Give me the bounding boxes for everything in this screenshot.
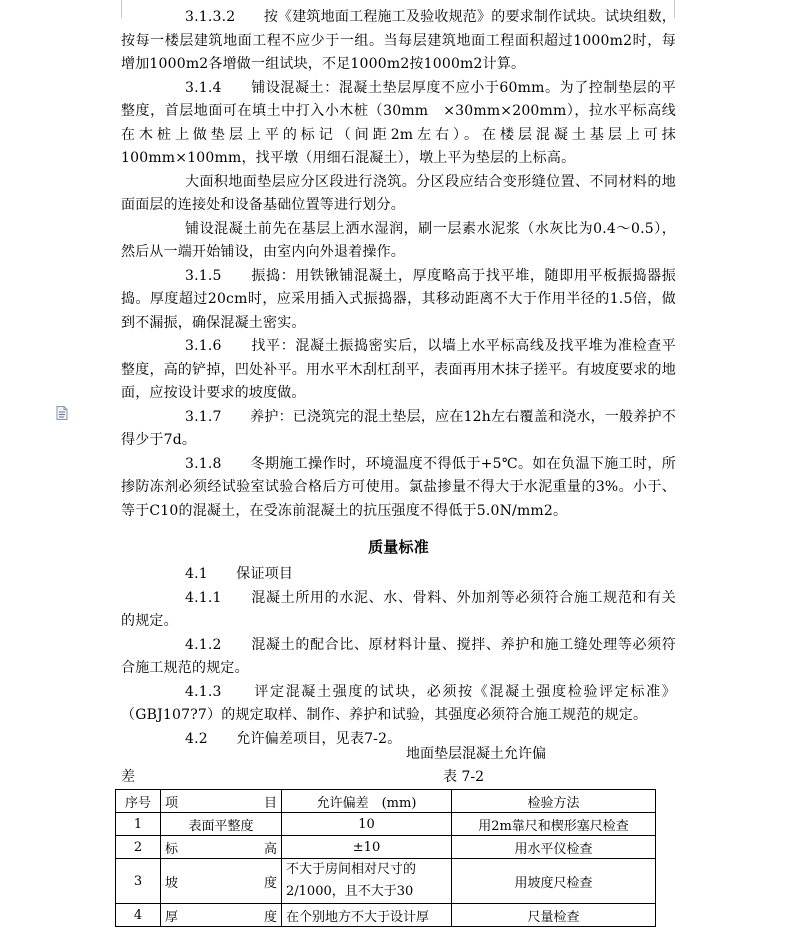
row-method: 用2m靠尺和楔形塞尺检查	[452, 813, 656, 836]
table-caption-number: 表 7-2	[443, 769, 484, 785]
row-tolerance: 在个别地方不大于设计厚	[282, 904, 452, 927]
row-item-right: 高	[263, 841, 277, 857]
paragraph-3-1-6: 3.1.6 找平：混凝土振捣密实后，以墙上水平标高线及找平堆为准检查平整度，高的铲掉，凹处补平。用水平木刮杠刮平，表面再用木抹子搓平。有坡度要求的地面，应按设计要求的坡度做。	[121, 338, 676, 401]
row-no: 1	[116, 813, 161, 836]
row-item	[161, 813, 282, 836]
row-item-left: 厚	[165, 909, 179, 925]
row-method: 用坡度尺检查	[452, 859, 656, 904]
tolerance-table	[115, 789, 656, 927]
paragraph-4-1-3: 4.1.3 评定混凝土强度的试块，必须按《混凝土强度检验评定标准》（GBJ107?7）的规定取样、制作、养护和试验，其强度必须符合施工规范的规定。	[121, 683, 676, 723]
row-tolerance: ±10	[282, 836, 452, 859]
table-caption-title-cont: 差	[121, 769, 135, 785]
row-method: 用水平仪检查	[452, 836, 656, 859]
document-note-icon[interactable]	[56, 405, 68, 419]
paragraph-4-1: 4.1 保证项目	[185, 566, 294, 582]
row-method: 尺量检查	[452, 904, 656, 927]
paragraph-3-1-4: 3.1.4 铺设混凝土：混凝土垫层厚度不应小于60mm。为了控制垫层的平整度，首层地面可在填土中打入小木桩（30mm ×30mm×200mm），拉水平标高线在木桩上做垫层上平的标记（间距2m左右）。在楼层混凝土基层上可抹100mm×100mm，找平墩（用细石混凝土），墩上平为垫层的上标高。	[121, 79, 676, 166]
paragraph-3-1-5: 3.1.5 振捣：用铁锹铺混凝土，厚度略高于找平堆，随即用平板振捣器振捣。厚度超过20cm时，应采用插入式振捣器，其移动距离不大于作用半径的1.5倍，做到不漏振，确保混凝土密实。	[121, 267, 676, 331]
table-row	[116, 859, 656, 904]
row-tolerance: 不大于房间相对尺寸的2/1000，且不大于30	[282, 859, 452, 904]
document-body	[121, 6, 676, 751]
table-header-row	[116, 790, 656, 813]
header-item	[161, 790, 282, 813]
paragraph-4-1-1: 4.1.1 混凝土所用的水泥、水、骨料、外加剂等必须符合施工规范和有关的规定。	[121, 589, 676, 629]
row-item-left: 标	[165, 841, 179, 857]
paragraph-4-1-2: 4.1.2 混凝土的配合比、原材料计量、搅拌、养护和施工缝处理等必须符合施工规范的规定。	[121, 636, 676, 676]
row-no: 2	[116, 836, 161, 859]
table-row	[116, 836, 656, 859]
row-item	[161, 859, 282, 904]
header-method: 检验方法	[452, 790, 656, 813]
paragraph-zoning: 大面积地面垫层应分区段进行浇筑。分区段应结合变形缝位置、不同材料的地面面层的连接处和设备基础位置等进行划分。	[121, 173, 676, 213]
row-no: 3	[116, 859, 161, 904]
paragraph-wetting: 铺设混凝土前先在基层上洒水湿润，刷一层素水泥浆（水灰比为0.4～0.5），然后从一端开始铺设，由室内向外退着操作。	[121, 220, 676, 260]
table-row	[116, 813, 656, 836]
paragraph-3-1-7: 3.1.7 养护：已浇筑完的混土垫层，应在12h左右覆盖和浇水，一般养护不得少于7d。	[121, 408, 676, 448]
row-item-right: 度	[263, 875, 277, 891]
row-item	[161, 904, 282, 927]
row-item-left: 坡	[165, 875, 179, 891]
row-item-left: 表面平整度	[188, 818, 254, 834]
row-tolerance: 10	[282, 813, 452, 836]
header-tolerance: 允许偏差 (mm)	[282, 790, 452, 813]
header-item-left: 项	[165, 795, 179, 811]
table-caption-title: 地面垫层混凝土允许偏	[406, 746, 546, 762]
paragraph-3-1-3-2: 3.1.3.2 按《建筑地面工程施工及验收规范》的要求制作试块。试块组数，按每一楼层建筑地面工程不应少于一组。当每层建筑地面工程面积超过1000m2时，每增加1000m2各增做一组试块，不足1000m2按1000m2计算。	[121, 9, 676, 72]
header-item-right: 目	[263, 795, 277, 811]
paragraph-3-1-8: 3.1.8 冬期施工操作时，环境温度不得低于+5℃。如在负温下施工时，所掺防冻剂必须经试验室试验合格后方可使用。氯盐掺量不得大于水泥重量的3%。小于、等于C10的混凝土，在受冻前混凝土的抗压强度不得低于5.0N/mm2。	[121, 455, 676, 519]
row-item	[161, 836, 282, 859]
section-title: 质量标准	[368, 538, 429, 556]
header-no: 序号	[116, 790, 161, 813]
row-no: 4	[116, 904, 161, 927]
row-item-right: 度	[263, 909, 277, 925]
table-row	[116, 904, 656, 927]
paragraph-4-2: 4.2 允许偏差项目，见表7-2。	[185, 730, 402, 747]
